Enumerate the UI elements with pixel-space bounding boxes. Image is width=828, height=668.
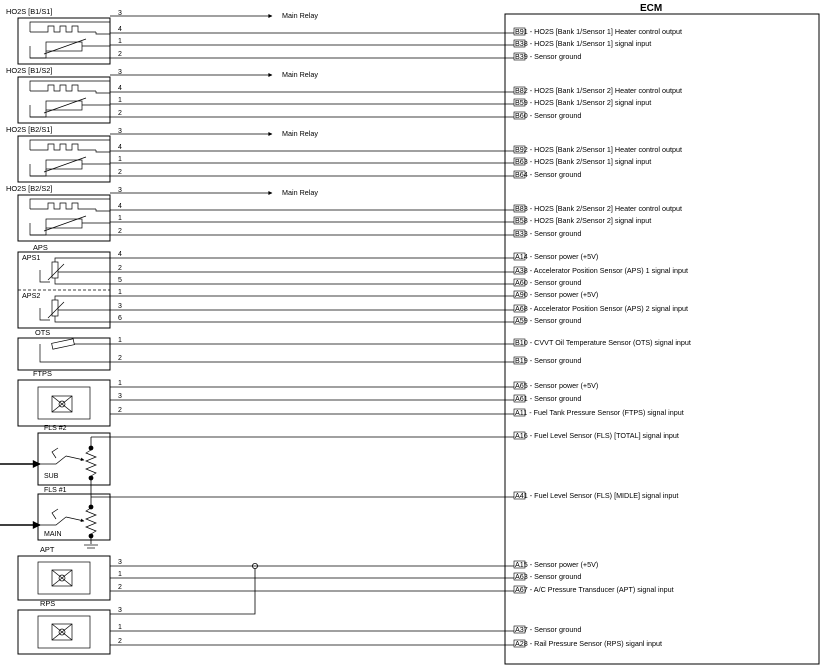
- apt-sensor: [18, 545, 110, 600]
- ecm-pin-label: A59 - Sensor ground: [515, 316, 582, 325]
- ecm-pin-label: A65 - Sensor power (+5V): [515, 381, 599, 390]
- pin-number: 1: [118, 571, 122, 578]
- ecm-pin-label: B19 - Sensor ground: [515, 356, 582, 365]
- pin-number: 2: [118, 584, 122, 591]
- pin-number: 4: [118, 251, 122, 258]
- pin-number: 1: [118, 289, 122, 296]
- pin-number: 3: [118, 128, 122, 135]
- ots-label: OTS: [35, 328, 51, 337]
- ecm-pin-label: A15 - Sensor power (+5V): [515, 560, 599, 569]
- pin-number: 2: [118, 169, 122, 176]
- ecm-pin-label: A68 - Accelerator Position Sensor (APS) 2 signal input: [515, 304, 688, 313]
- ecm-pin-label: B83 - HO2S [Bank 2/Sensor 2] Heater control output: [515, 204, 683, 213]
- pin-number: 1: [118, 337, 122, 344]
- pin-number: 1: [118, 380, 122, 387]
- rps-label: RPS: [40, 599, 56, 608]
- apt-label: APT: [40, 545, 55, 554]
- wires: [110, 26, 514, 645]
- pin-number: 2: [118, 407, 122, 414]
- ecm-pin-label: B60 - Sensor ground: [515, 111, 582, 120]
- ecm-pin-label: A14 - Sensor power (+5V): [515, 252, 599, 261]
- main-relay-label: Main Relay: [282, 11, 318, 20]
- pin-number: 3: [118, 559, 122, 566]
- fls2-sub-label: SUB: [44, 473, 59, 480]
- pin-number: 2: [118, 51, 122, 58]
- pin-number: 2: [118, 110, 122, 117]
- fls1-sub-label: MAIN: [44, 531, 62, 538]
- pin-number: 2: [118, 228, 122, 235]
- pin-number: 1: [118, 38, 122, 45]
- ecm-title: ECM: [640, 3, 663, 14]
- ecm-pin-label: B38 - HO2S [Bank 1/Sensor 1] signal input: [515, 39, 652, 48]
- pin-number: 3: [118, 10, 122, 17]
- ecm-pin-label: A61 - Sensor ground: [515, 394, 582, 403]
- ho2s-sensor: [6, 125, 318, 182]
- ho2s-label: HO2S [B1/S2]: [6, 66, 53, 75]
- pin-number: 4: [118, 26, 122, 33]
- ecm-pin-label: B58 - HO2S [Bank 2/Sensor 2] signal input: [515, 216, 652, 225]
- ftps-sensor: [18, 369, 110, 426]
- ecm-pin-label: A67 - A/C Pressure Transducer (APT) signal input: [515, 585, 674, 594]
- ecm-pin-label: B33 - Sensor ground: [515, 229, 582, 238]
- pin-number: 6: [118, 315, 122, 322]
- ho2s-label: HO2S [B2/S1]: [6, 125, 53, 134]
- fls-sensors: [0, 425, 514, 548]
- pin-number: 1: [118, 215, 122, 222]
- pin-number: 5: [118, 277, 122, 284]
- ecm-pin-label: B39 - Sensor ground: [515, 52, 582, 61]
- pin-number: 2: [118, 638, 122, 645]
- pin-number: 1: [118, 624, 122, 631]
- ecm-pin-label: B59 - HO2S [Bank 1/Sensor 2] signal input: [515, 98, 652, 107]
- aps-sensor: [18, 243, 110, 328]
- pin-number: 2: [118, 355, 122, 362]
- aps2-label: APS2: [22, 291, 41, 300]
- pin-number: 3: [118, 69, 122, 76]
- ecm-pin-label: B92 - HO2S [Bank 2/Sensor 1] Heater control output: [515, 145, 683, 154]
- ho2s-sensor: [6, 184, 318, 241]
- ots-sensor: [18, 328, 110, 370]
- ho2s-sensors: [6, 7, 318, 241]
- ecm-pin-label: A11 - Fuel Tank Pressure Sensor (FTPS) signal input: [515, 408, 684, 417]
- pin-number: 3: [118, 393, 122, 400]
- fls1-label: FLS #1: [44, 487, 67, 494]
- ecm-pin-label: A60 - Sensor ground: [515, 278, 582, 287]
- aps-label: APS: [33, 243, 48, 252]
- ecm-pin-label: A63 - Sensor ground: [515, 572, 582, 581]
- pin-number: 4: [118, 203, 122, 210]
- ho2s-label: HO2S [B2/S2]: [6, 184, 53, 193]
- main-relay-label: Main Relay: [282, 70, 318, 79]
- ho2s-sensor: [6, 66, 318, 123]
- aps1-label: APS1: [22, 253, 41, 262]
- pin-number: 4: [118, 144, 122, 151]
- ecm-pin-label: B63 - HO2S [Bank 2/Sensor 1] signal input: [515, 157, 652, 166]
- pin-number: 1: [118, 97, 122, 104]
- ecm-pin-label: A16 - Fuel Level Sensor (FLS) [TOTAL] signal input: [515, 431, 679, 440]
- ecm-pin-label: A41 - Fuel Level Sensor (FLS) [MIDLE] signal input: [515, 491, 679, 500]
- ecm-pin-label: A28 - Rail Pressure Sensor (RPS) siganl input: [515, 639, 663, 648]
- pin-number: 1: [118, 156, 122, 163]
- main-relay-label: Main Relay: [282, 129, 318, 138]
- pin-number: 2: [118, 265, 122, 272]
- ftps-label: FTPS: [33, 369, 52, 378]
- ecm-pin-label: A37 - Sensor ground: [515, 625, 582, 634]
- ecm-pin-label: A90 - Sensor power (+5V): [515, 290, 599, 299]
- pin-number: 3: [118, 303, 122, 310]
- fls2-label: FLS #2: [44, 425, 67, 432]
- ho2s-sensor: [6, 7, 318, 64]
- ecm-pin-label: B10 - CVVT Oil Temperature Sensor (OTS) signal input: [515, 338, 691, 347]
- pin-number: 3: [118, 187, 122, 194]
- ecm-pin-label: B64 - Sensor ground: [515, 170, 582, 179]
- pin-number: 4: [118, 85, 122, 92]
- pin-number: 3: [118, 607, 122, 614]
- ecm-pin-label: B82 - HO2S [Bank 1/Sensor 2] Heater control output: [515, 86, 683, 95]
- ho2s-label: HO2S [B1/S1]: [6, 7, 53, 16]
- main-relay-label: Main Relay: [282, 188, 318, 197]
- ecm-pin-label: A38 - Accelerator Position Sensor (APS) 1 signal input: [515, 266, 688, 275]
- ecm-pin-label: B91 - HO2S [Bank 1/Sensor 1] Heater control output: [515, 27, 683, 36]
